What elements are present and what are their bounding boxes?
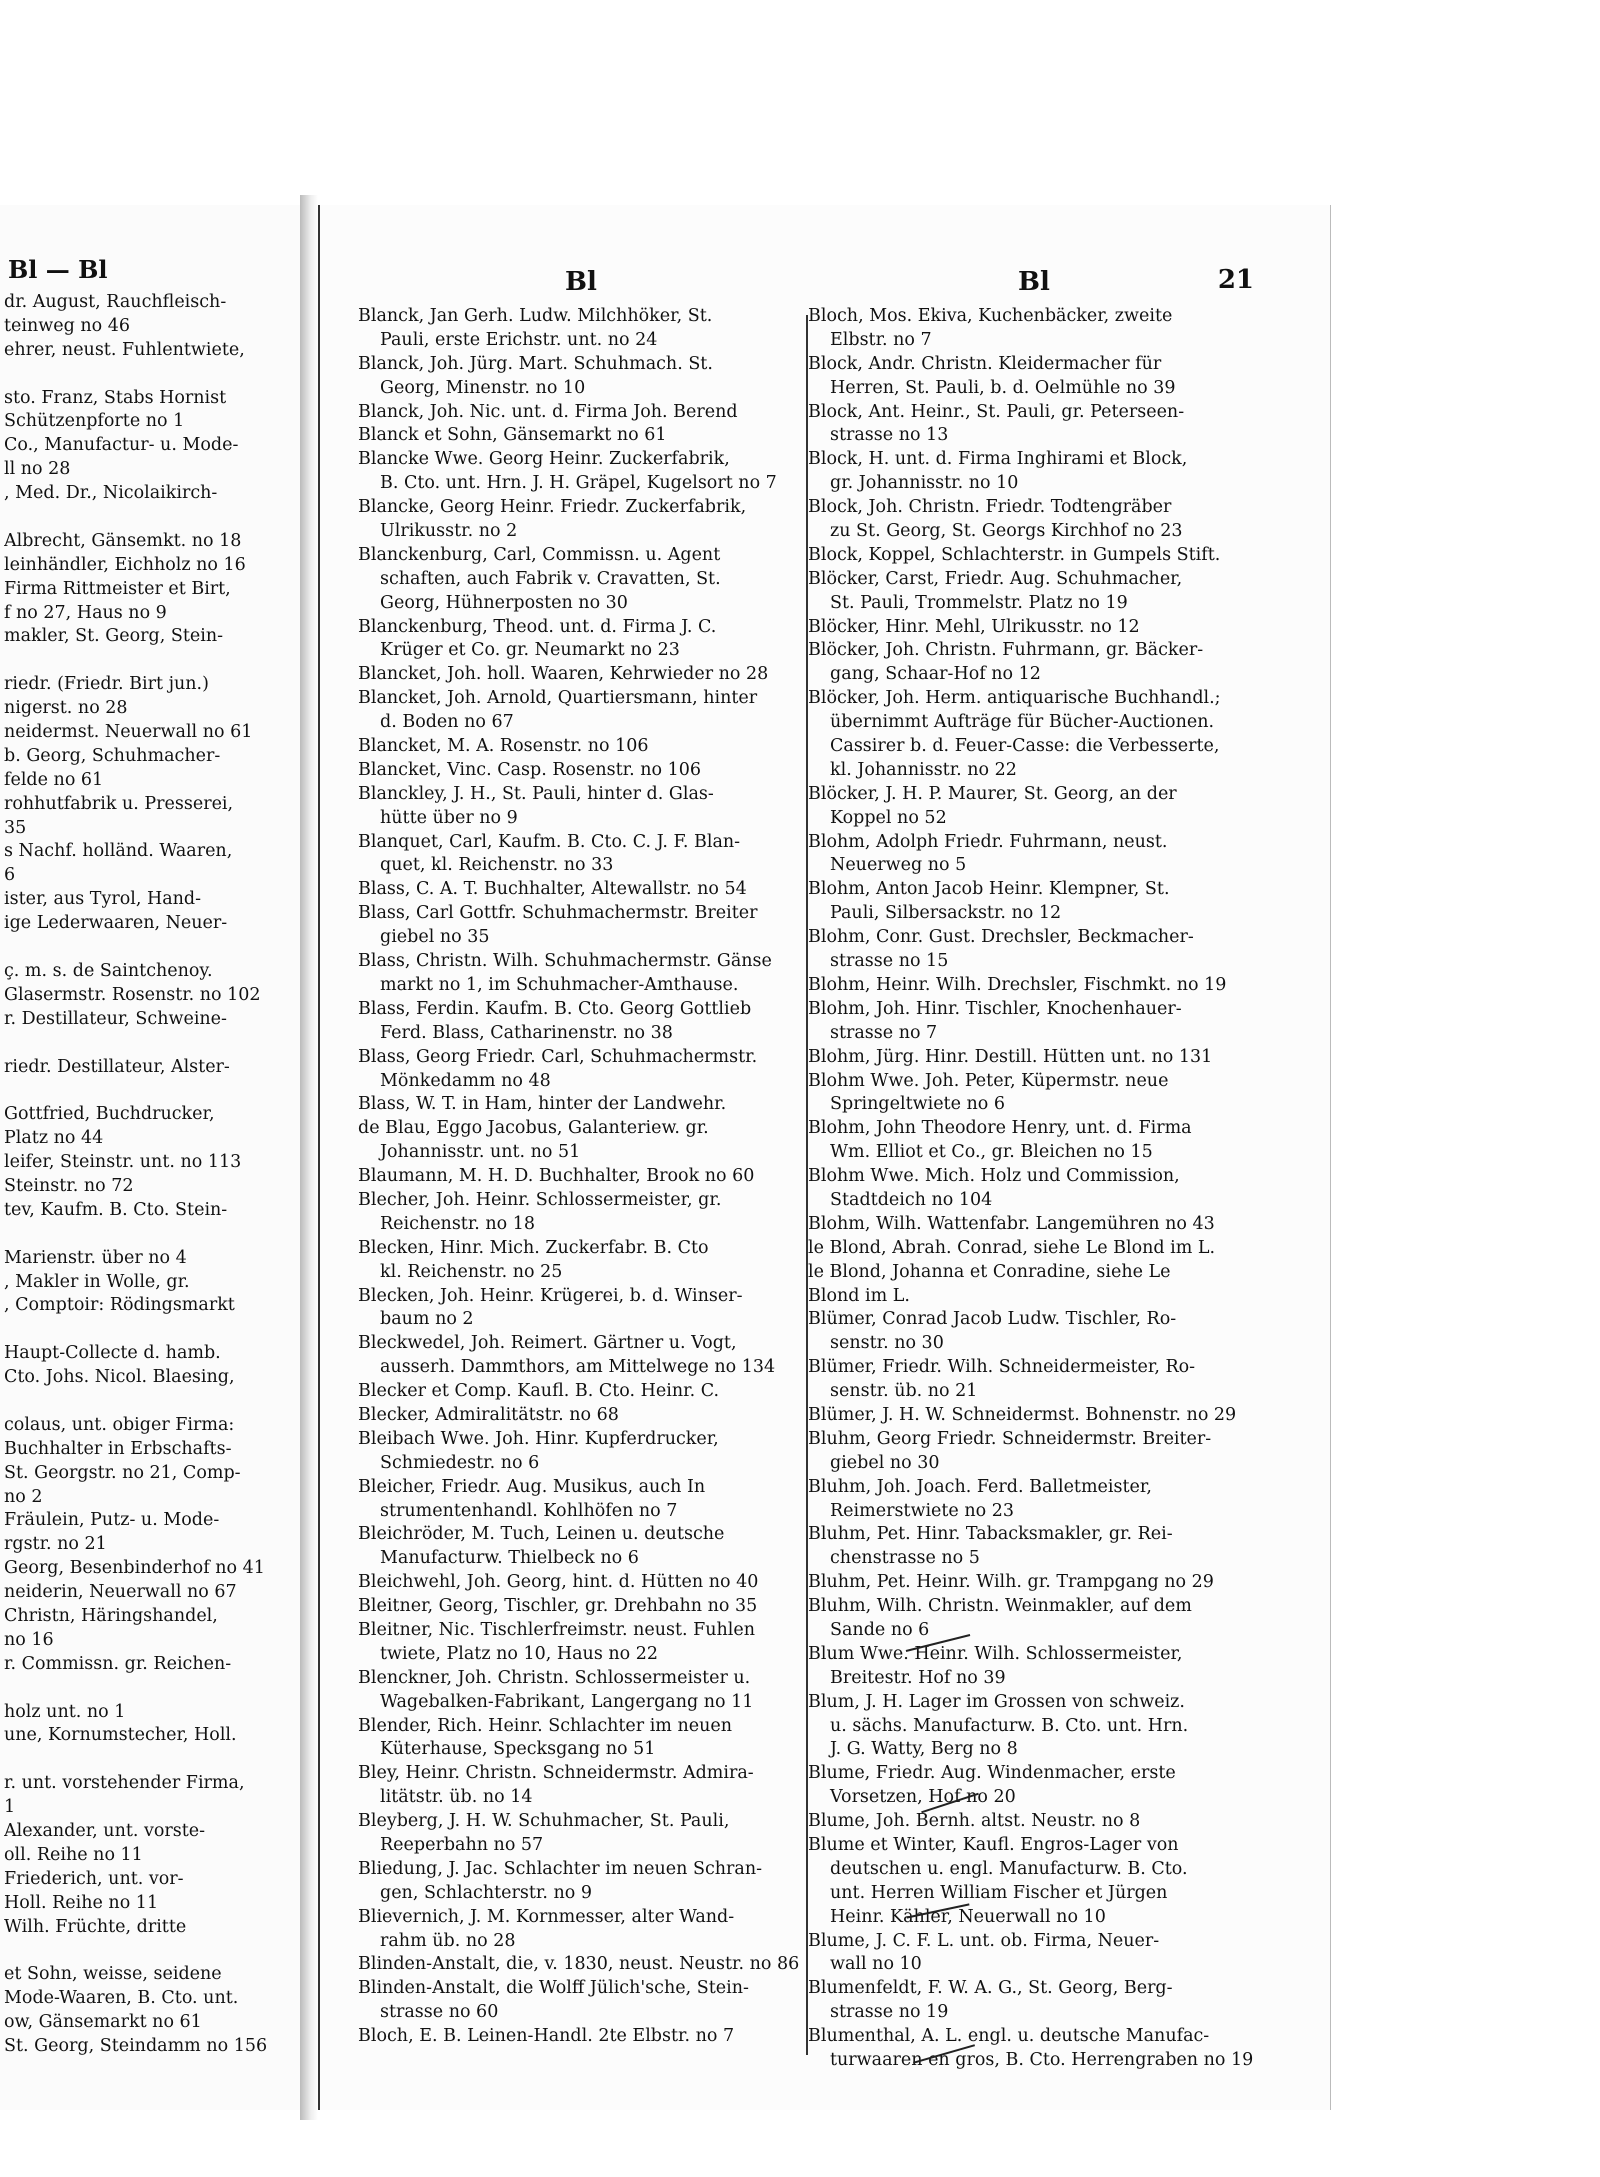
entry-line: no 2	[4, 1486, 43, 1507]
entry-line: wall no 10	[830, 1954, 922, 1975]
entry-line: Blöcker, Joh. Herm. antiquarische Buchhandl.;	[808, 688, 1221, 709]
entry-line: teinweg no 46	[4, 315, 130, 336]
entry-line: senstr. üb. no 21	[830, 1381, 978, 1402]
entry-line: Firma Rittmeister et Birt,	[4, 578, 231, 599]
entry-line: Blecker et Comp. Kaufl. B. Cto. Heinr. C.	[358, 1381, 720, 1402]
entry-line: Bleibach Wwe. Joh. Hinr. Kupferdrucker,	[358, 1428, 719, 1449]
entry-line: Blancke Wwe. Georg Heinr. Zuckerfabrik,	[358, 449, 730, 470]
entry-line: gen, Schlachterstr. no 9	[380, 1882, 592, 1903]
entry-line: Bloch, Mos. Ekiva, Kuchenbäcker, zweite	[808, 306, 1173, 326]
entry-line: Bleichröder, M. Tuch, Leinen u. deutsche	[358, 1524, 725, 1545]
entry-line: Pauli, erste Erichstr. unt. no 24	[380, 329, 658, 350]
entry-line: Blohm, Anton Jacob Heinr. Klempner, St.	[808, 879, 1170, 900]
entry-line: Wm. Elliot et Co., gr. Bleichen no 15	[830, 1142, 1153, 1163]
entry-line: et Sohn, weisse, seidene	[4, 1964, 222, 1985]
entry-line: Fräulein, Putz- u. Mode-	[4, 1510, 220, 1531]
entry-line: strasse no 60	[380, 2002, 499, 2023]
entry-line: Blümer, J. H. W. Schneidermst. Bohnenstr. no 29	[808, 1404, 1237, 1425]
entry-line: Blanquet, Carl, Kaufm. B. Cto. C. J. F. Blan-	[358, 831, 741, 852]
directory-column-right	[808, 305, 1258, 2073]
entry-line: 6	[4, 865, 16, 886]
entry-line: Blöcker, Hinr. Mehl, Ulrikusstr. no 12	[808, 616, 1140, 637]
entry-line	[4, 1223, 296, 1247]
entry-line: Bleitner, Nic. Tischlerfreimstr. neust. Fuhlen	[358, 1619, 756, 1640]
entry-line: Heinr. Kähler, Neuerwall no 10	[830, 1906, 1106, 1927]
entry-line: Blass, Christn. Wilh. Schuhmachermstr. Gänse	[358, 951, 772, 972]
entry-line: Blenckner, Joh. Christn. Schlossermeister u.	[358, 1667, 751, 1688]
left-page-text	[4, 291, 296, 2059]
entry-line: 1	[4, 1797, 16, 1818]
entry-line: unt. Herren William Fischer et Jürgen	[830, 1882, 1168, 1903]
entry-line: Herren, St. Pauli, b. d. Oelmühle no 39	[830, 377, 1176, 398]
entry-line: Blass, Carl Gottfr. Schuhmachermstr. Breiter	[358, 903, 758, 924]
entry-line: Blecken, Joh. Heinr. Krügerei, b. d. Winser-	[358, 1285, 743, 1306]
entry-line: no 16	[4, 1629, 54, 1650]
entry-line: gang, Schaar-Hof no 12	[830, 664, 1041, 685]
entry-line: B. Cto. unt. Hrn. J. H. Gräpel, Kugelsort no 7	[380, 473, 777, 494]
entry-line: Reimerstwiete no 23	[830, 1500, 1014, 1521]
entry-line: Block, H. unt. d. Firma Inghirami et Block,	[808, 449, 1188, 470]
entry-line: Blaumann, M. H. D. Buchhalter, Brook no 60	[358, 1166, 755, 1187]
entry-line: b. Georg, Schuhmacher-	[4, 745, 221, 766]
entry-line: Gottfried, Buchdrucker,	[4, 1104, 215, 1125]
entry-line: Blume et Winter, Kaufl. Engros-Lager von	[808, 1835, 1179, 1855]
entry-line: strasse no 7	[830, 1022, 938, 1043]
entry-line: Blievernich, J. M. Kornmesser, alter Wand-	[358, 1906, 735, 1927]
entry-line: rgstr. no 21	[4, 1534, 107, 1555]
entry-line: Wagebalken-Fabrikant, Langergang no 11	[380, 1691, 754, 1712]
entry-line: leinhändler, Eichholz no 16	[4, 554, 246, 575]
entry-line: u. sächs. Manufacturw. B. Cto. unt. Hrn.	[830, 1715, 1189, 1736]
entry-line: nigerst. no 28	[4, 698, 128, 719]
entry-line: turwaaren en gros, B. Cto. Herrengraben no 19	[830, 2050, 1254, 2071]
entry-line	[4, 1748, 296, 1772]
entry-line: quet, kl. Reichenstr. no 33	[380, 855, 614, 876]
entry-line: J. G. Watty, Berg no 8	[830, 1739, 1018, 1760]
entry-line: Blass, Ferdin. Kaufm. B. Cto. Georg Gottlieb	[358, 998, 752, 1019]
entry-line: Blinden-Anstalt, die Wolff Jülich'sche, Stein-	[358, 1978, 749, 1999]
entry-line	[4, 506, 296, 530]
entry-line: leifer, Steinstr. unt. no 113	[4, 1152, 242, 1173]
entry-line: r. Destillateur, Schweine-	[4, 1008, 227, 1029]
entry-line: Stadtdeich no 104	[830, 1189, 993, 1210]
entry-line: Block, Ant. Heinr., St. Pauli, gr. Peterseen-	[808, 401, 1185, 422]
entry-line: de Blau, Eggo Jacobus, Galanteriew. gr.	[358, 1118, 709, 1139]
entry-line: rohhutfabrik u. Presserei,	[4, 793, 234, 814]
right-page	[318, 205, 1331, 2110]
entry-line: riedr. Destillateur, Alster-	[4, 1056, 230, 1077]
entry-line: Blecker, Admiralitätstr. no 68	[358, 1404, 619, 1425]
entry-line: 35	[4, 817, 27, 838]
entry-line: Küterhause, Specksgang no 51	[380, 1739, 656, 1760]
entry-line: ister, aus Tyrol, Hand-	[4, 889, 202, 910]
entry-line: St. Georgstr. no 21, Comp-	[4, 1462, 241, 1483]
entry-line: Blass, C. A. T. Buchhalter, Altewallstr. no 54	[358, 879, 747, 900]
entry-line: felde no 61	[4, 769, 104, 790]
entry-line: ow, Gänsemarkt no 61	[4, 2012, 202, 2033]
entry-line: Blumenthal, A. L. engl. u. deutsche Manufac-	[808, 2026, 1210, 2047]
entry-line: Reeperbahn no 57	[380, 1835, 544, 1855]
entry-line: Georg, Hühnerposten no 30	[380, 592, 628, 613]
entry-line: rahm üb. no 28	[380, 1930, 516, 1951]
directory-column-left	[358, 305, 843, 2049]
entry-line: Steinstr. no 72	[4, 1175, 134, 1196]
entry-line: strasse no 13	[830, 425, 949, 446]
left-page-header: Bl — Bl	[8, 255, 108, 284]
entry-line: Georg, Minenstr. no 10	[380, 377, 586, 398]
entry-line	[4, 363, 296, 387]
entry-line: Schützenpforte no 1	[4, 411, 185, 432]
entry-line: Blanckley, J. H., St. Pauli, hinter d. Glas-	[358, 783, 714, 804]
entry-line: litätstr. üb. no 14	[380, 1787, 533, 1808]
entry-line: Blecken, Hinr. Mich. Zuckerfabr. B. Cto	[358, 1237, 709, 1258]
entry-line: Pauli, Silbersackstr. no 12	[830, 903, 1062, 924]
entry-line: schaften, auch Fabrik v. Cravatten, St.	[380, 568, 721, 589]
entry-line: tev, Kaufm. B. Cto. Stein-	[4, 1199, 228, 1220]
entry-line	[4, 649, 296, 673]
entry-line: oll. Reihe no 11	[4, 1844, 143, 1865]
entry-line: Blinden-Anstalt, die, v. 1830, neust. Neustr. no 86	[358, 1954, 800, 1975]
entry-line: Blancke, Georg Heinr. Friedr. Zuckerfabrik,	[358, 497, 747, 518]
entry-line: baum no 2	[380, 1309, 474, 1330]
entry-line: Blume, Friedr. Aug. Windenmacher, erste	[808, 1763, 1176, 1784]
entry-line: strumentenhandl. Kohlhöfen no 7	[380, 1500, 678, 1521]
entry-line: Blohm Wwe. Joh. Peter, Küpermstr. neue	[808, 1070, 1169, 1091]
entry-line: Johannisstr. unt. no 51	[380, 1142, 581, 1163]
entry-line: Blanck, Joh. Jürg. Mart. Schuhmach. St.	[358, 353, 713, 374]
entry-line: Bley, Heinr. Christn. Schneidermstr. Admira-	[358, 1763, 754, 1784]
entry-line: Bluhm, Pet. Heinr. Wilh. gr. Trampgang no 29	[808, 1572, 1214, 1593]
entry-line: deutschen u. engl. Manufacturw. B. Cto.	[830, 1858, 1188, 1879]
entry-line: ehrer, neust. Fuhlentwiete,	[4, 339, 245, 360]
entry-line: Bluhm, Pet. Hinr. Tabacksmakler, gr. Rei-	[808, 1524, 1173, 1545]
entry-line: Wilh. Früchte, dritte	[4, 1916, 187, 1937]
entry-line: Friederich, unt. vor-	[4, 1868, 184, 1889]
entry-line: Neuerweg no 5	[830, 855, 967, 876]
entry-line: sto. Franz, Stabs Hornist	[4, 387, 227, 408]
entry-line: Blancket, M. A. Rosenstr. no 106	[358, 736, 649, 757]
entry-line: Vorsetzen, Hof no 20	[830, 1787, 1016, 1808]
entry-line: Bluhm, Joh. Joach. Ferd. Balletmeister,	[808, 1476, 1152, 1497]
entry-line: Blume, J. C. F. L. unt. ob. Firma, Neuer-	[808, 1930, 1160, 1951]
entry-line: neidermst. Neuerwall no 61	[4, 722, 253, 743]
entry-line: Blass, W. T. in Ham, hinter der Landwehr.	[358, 1094, 727, 1115]
entry-line: Blecher, Joh. Heinr. Schlossermeister, gr.	[358, 1189, 722, 1210]
entry-line: ausserh. Dammthors, am Mittelwege no 134	[380, 1357, 776, 1378]
entry-line: zu St. Georg, St. Georgs Kirchhof no 23	[830, 521, 1183, 542]
entry-line: Marienstr. über no 4	[4, 1247, 187, 1268]
entry-line: holz unt. no 1	[4, 1701, 126, 1722]
entry-line: Blümer, Friedr. Wilh. Schneidermeister, Ro-	[808, 1357, 1196, 1378]
entry-line: Cassirer b. d. Feuer-Casse: die Verbesserte,	[830, 736, 1220, 757]
entry-line: Blanck, Joh. Nic. unt. d. Firma Joh. Berend	[358, 401, 738, 422]
entry-line: St. Georg, Steindamm no 156	[4, 2036, 268, 2057]
entry-line: Bluhm, Wilh. Christn. Weinmakler, auf dem	[808, 1596, 1192, 1617]
entry-line	[4, 936, 296, 960]
entry-line: Blohm, Adolph Friedr. Fuhrmann, neust.	[808, 831, 1168, 852]
entry-line: Block, Joh. Christn. Friedr. Todtengräber	[808, 497, 1172, 518]
entry-line: Haupt-Collecte d. hamb.	[4, 1343, 221, 1364]
entry-line: Buchhalter in Erbschafts-	[4, 1438, 232, 1459]
entry-line: Christn, Häringshandel,	[4, 1605, 218, 1626]
entry-line: Blümer, Conrad Jacob Ludw. Tischler, Ro-	[808, 1309, 1177, 1330]
entry-line: riedr. (Friedr. Birt jun.)	[4, 674, 209, 695]
entry-line: Blöcker, Joh. Christn. Fuhrmann, gr. Bäcker-	[808, 640, 1204, 661]
entry-line: Mönkedamm no 48	[380, 1070, 551, 1091]
entry-line: Blancket, Joh. Arnold, Quartiersmann, hinter	[358, 688, 758, 709]
entry-line: r. unt. vorstehender Firma,	[4, 1773, 245, 1794]
entry-line: Mode-Waaren, B. Cto. unt.	[4, 1988, 239, 2009]
entry-line: Breitestr. Hof no 39	[830, 1667, 1006, 1688]
entry-line: Blohm, John Theodore Henry, unt. d. Firma	[808, 1118, 1192, 1139]
entry-line: Ferd. Blass, Catharinenstr. no 38	[380, 1022, 673, 1043]
entry-line: Blond im L.	[808, 1285, 910, 1306]
entry-line: Blass, Georg Friedr. Carl, Schuhmachermstr.	[358, 1046, 758, 1067]
entry-line: Springeltwiete no 6	[830, 1094, 1005, 1115]
left-page-fragment	[0, 205, 303, 2110]
entry-line: gr. Johannisstr. no 10	[830, 473, 1019, 494]
entry-line	[4, 1677, 296, 1701]
entry-line	[4, 1390, 296, 1414]
entry-line: Glasermstr. Rosenstr. no 102	[4, 984, 261, 1005]
entry-line: Sande no 6	[830, 1619, 930, 1640]
entry-line: Blum Wwe. Heinr. Wilh. Schlossermeister,	[808, 1643, 1183, 1664]
entry-line: giebel no 30	[830, 1452, 940, 1473]
entry-line: twiete, Platz no 10, Haus no 22	[380, 1643, 659, 1664]
entry-line: Georg, Besenbinderhof no 41	[4, 1558, 265, 1579]
entry-line: übernimmt Aufträge für Bücher-Auctionen.	[830, 712, 1215, 733]
entry-line: kl. Reichenstr. no 25	[380, 1261, 563, 1282]
entry-line: colaus, unt. obiger Firma:	[4, 1414, 235, 1435]
entry-line: s Nachf. holländ. Waaren,	[4, 841, 233, 862]
entry-line: , Comptoir: Rödingsmarkt	[4, 1295, 235, 1316]
entry-line: Blender, Rich. Heinr. Schlachter im neuen	[358, 1715, 732, 1736]
entry-line: Co., Manufactur- u. Mode-	[4, 435, 239, 456]
entry-line: une, Kornumstecher, Holl.	[4, 1725, 237, 1746]
running-head-right: Bl	[1018, 267, 1050, 297]
entry-line: Koppel no 52	[830, 807, 947, 828]
entry-line: Elbstr. no 7	[830, 329, 932, 350]
entry-line: Blancket, Vinc. Casp. Rosenstr. no 106	[358, 759, 702, 780]
entry-line: dr. August, Rauchfleisch-	[4, 292, 227, 312]
entry-line: Holl. Reihe no 11	[4, 1892, 159, 1913]
entry-line: giebel no 35	[380, 927, 490, 948]
entry-line: Blohm, Conr. Gust. Drechsler, Beckmacher-	[808, 927, 1194, 948]
entry-line	[4, 1032, 296, 1056]
entry-line: Blum, J. H. Lager im Grossen von schweiz.	[808, 1691, 1185, 1712]
entry-line: Blanck, Jan Gerh. Ludw. Milchhöker, St.	[358, 306, 713, 326]
entry-line: senstr. no 30	[830, 1333, 944, 1354]
entry-line: le Blond, Johanna et Conradine, siehe Le	[808, 1261, 1171, 1282]
entry-line: Blanckenburg, Theod. unt. d. Firma J. C.	[358, 616, 717, 637]
entry-line: , Makler in Wolle, gr.	[4, 1271, 190, 1292]
entry-line: Blohm, Joh. Hinr. Tischler, Knochenhauer-	[808, 998, 1182, 1019]
entry-line: Reichenstr. no 18	[380, 1213, 536, 1234]
entry-line: Blanck et Sohn, Gänsemarkt no 61	[358, 425, 667, 446]
entry-line: neiderin, Neuerwall no 67	[4, 1582, 237, 1603]
entry-line: ll no 28	[4, 459, 71, 480]
book-gutter	[300, 195, 318, 2120]
entry-line: Bleyberg, J. H. W. Schuhmacher, St. Pauli,	[358, 1811, 730, 1832]
entry-line: Blohm, Jürg. Hinr. Destill. Hütten unt. no 131	[808, 1046, 1213, 1067]
entry-line: ç. m. s. de Saintchenoy.	[4, 960, 213, 981]
entry-line: Blancket, Joh. holl. Waaren, Kehrwieder no 28	[358, 664, 769, 685]
entry-line: Bliedung, J. Jac. Schlachter im neuen Schran-	[358, 1858, 763, 1879]
entry-line: Blumenfeldt, F. W. A. G., St. Georg, Berg-	[808, 1978, 1173, 1999]
entry-line: kl. Johannisstr. no 22	[830, 759, 1017, 780]
entry-line: Ulrikusstr. no 2	[380, 521, 518, 542]
entry-line: Schmiedestr. no 6	[380, 1452, 540, 1473]
entry-line: Alexander, unt. vorste-	[4, 1821, 206, 1841]
entry-line: Blume, Joh. Bernh. altst. Neustr. no 8	[808, 1811, 1141, 1832]
entry-line: hütte über no 9	[380, 807, 518, 828]
entry-line: , Med. Dr., Nicolaikirch-	[4, 483, 218, 504]
entry-line	[4, 1939, 296, 1963]
entry-line: Blohm, Heinr. Wilh. Drechsler, Fischmkt. no 19	[808, 974, 1227, 995]
entry-line: Bluhm, Georg Friedr. Schneidermstr. Breiter-	[808, 1428, 1212, 1449]
entry-line: Blanckenburg, Carl, Commissn. u. Agent	[358, 544, 721, 565]
entry-line: Blohm Wwe. Mich. Holz und Commission,	[808, 1166, 1180, 1187]
entry-line: Blöcker, Carst, Friedr. Aug. Schuhmacher,	[808, 568, 1183, 589]
entry-line: Bleicher, Friedr. Aug. Musikus, auch In	[358, 1476, 706, 1497]
entry-line: strasse no 15	[830, 951, 949, 972]
entry-line: Cto. Johs. Nicol. Blaesing,	[4, 1367, 235, 1388]
entry-line: strasse no 19	[830, 2002, 949, 2023]
entry-line	[4, 1079, 296, 1103]
entry-line: Blöcker, J. H. P. Maurer, St. Georg, an der	[808, 783, 1177, 804]
entry-line: r. Commissn. gr. Reichen-	[4, 1653, 232, 1674]
entry-line: f no 27, Haus no 9	[4, 602, 167, 623]
entry-line: le Blond, Abrah. Conrad, siehe Le Blond im L.	[808, 1237, 1216, 1258]
entry-line: ige Lederwaaren, Neuer-	[4, 913, 228, 934]
entry-line: d. Boden no 67	[380, 712, 514, 733]
entry-line: Bleichwehl, Joh. Georg, hint. d. Hütten no 40	[358, 1572, 759, 1593]
entry-line: Bleitner, Georg, Tischler, gr. Drehbahn no 35	[358, 1596, 758, 1617]
entry-line: makler, St. Georg, Stein-	[4, 626, 224, 647]
entry-line: Albrecht, Gänsemkt. no 18	[4, 530, 242, 551]
running-head-left: Bl	[565, 267, 597, 297]
entry-line: Bloch, E. B. Leinen-Handl. 2te Elbstr. no 7	[358, 2026, 735, 2047]
entry-line: chenstrasse no 5	[830, 1548, 980, 1569]
entry-line: Krüger et Co. gr. Neumarkt no 23	[380, 640, 680, 661]
entry-line: Block, Koppel, Schlachterstr. in Gumpels Stift.	[808, 544, 1221, 565]
entry-line: markt no 1, im Schuhmacher-Amthause.	[380, 974, 739, 995]
entry-line	[4, 1318, 296, 1342]
page-number: 21	[1217, 265, 1254, 295]
entry-line: St. Pauli, Trommelstr. Platz no 19	[830, 592, 1128, 613]
entry-line: Platz no 44	[4, 1128, 104, 1149]
entry-line: Block, Andr. Christn. Kleidermacher für	[808, 353, 1162, 374]
entry-line: Manufacturw. Thielbeck no 6	[380, 1548, 639, 1569]
entry-line: Blohm, Wilh. Wattenfabr. Langemühren no 43	[808, 1213, 1215, 1234]
entry-line: Bleckwedel, Joh. Reimert. Gärtner u. Vogt,	[358, 1333, 737, 1354]
